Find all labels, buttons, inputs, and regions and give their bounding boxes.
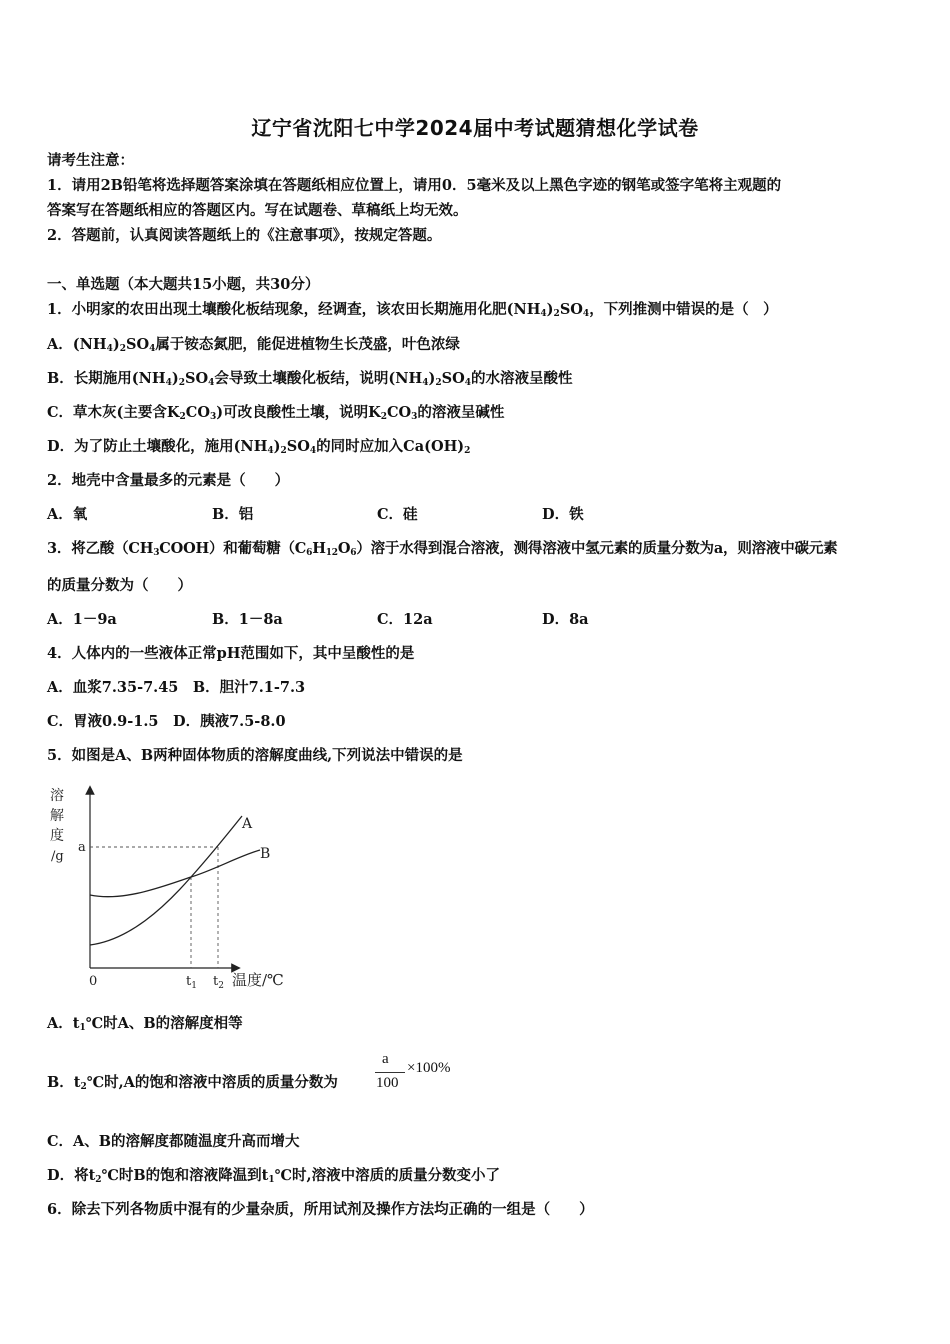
origin-label: 0 xyxy=(89,974,98,989)
solubility-curve-graph xyxy=(44,778,304,994)
notice-item-1-line-1: 1．请用2B铅笔将选择题答案涂填在答题纸相应位置上，请用0．5毫米及以上黑色字迹的钢笔或签字笔将主观题的 xyxy=(47,177,782,194)
x-axis-label: 温度/℃ xyxy=(232,971,284,989)
y-label-unit: /g xyxy=(51,849,64,864)
notice-item-2: 2．答题前，认真阅读答题纸上的《注意事项》，按规定答题。 xyxy=(47,227,442,244)
curve-b-label: B xyxy=(260,846,271,862)
y-label-char-3: 度 xyxy=(50,828,64,844)
q1-option-b: B．长期施用$(NH_4)_2SO_4$会导致土壤酸化板结，说明$(NH_4)_2SO_4$的水溶液呈酸性 xyxy=(47,370,573,388)
fraction-numerator: a xyxy=(382,1051,389,1067)
mass-fraction-formula xyxy=(372,1048,472,1096)
q6-stem: 6．除去下列各物质中混有的少量杂质，所用试剂及操作方法均正确的一组是（ ） xyxy=(47,1201,594,1218)
notice-heading: 请考生注意： xyxy=(47,152,134,169)
q2-stem: 2．地壳中含量最多的元素是（ ） xyxy=(47,472,290,489)
q3-option-d: D．8a xyxy=(542,611,589,628)
curve-a xyxy=(90,816,242,945)
q5-option-d: D．将$t_2℃$时B的饱和溶液降温到$t_1℃$时,溶液中溶质的质量分数变小了 xyxy=(47,1167,501,1185)
q1-stem: 1．小明家的农田出现土壤酸化板结现象，经调查，该农田长期施用化肥$(NH_4)_2SO_4$，下列推测中错误的是（ ） xyxy=(47,301,778,319)
page-title: 辽宁省沈阳七中学2024届中考试题猜想化学试卷 xyxy=(251,116,699,140)
fraction-multiplier: ×100% xyxy=(407,1060,451,1076)
q1-option-d: D．为了防止土壤酸化，施用$(NH_4)_2SO_4$的同时应加入$Ca(OH)_2$ xyxy=(47,438,471,456)
q4-options-row-1: A．血浆7.35-7.45 B．胆汁7.1-7.3 xyxy=(47,679,306,696)
q3-option-b: B．1－8a xyxy=(212,611,283,628)
q2-option-d: D．铁 xyxy=(542,506,584,523)
q2-option-a: A．氧 xyxy=(47,506,88,523)
y-label-char-1: 溶 xyxy=(50,788,64,804)
q3-option-c: C．12a xyxy=(377,611,433,628)
t1-tick-label: $t_1$ xyxy=(186,974,197,991)
q2-option-b: B．铝 xyxy=(212,506,254,523)
curve-b xyxy=(90,850,260,897)
section-heading: 一、单选题（本大题共15小题，共30分） xyxy=(47,276,320,293)
y-label-char-2: 解 xyxy=(50,808,64,824)
q3-stem-line-2: 的质量分数为（ ） xyxy=(47,577,192,594)
q5-option-a: A．$t_1℃$时A、B的溶解度相等 xyxy=(47,1015,243,1033)
q4-options-row-2: C．胃液0.9-1.5 D．胰液7.5-8.0 xyxy=(47,713,286,730)
q3-option-a: A．1－9a xyxy=(47,611,117,628)
notice-item-1-line-2: 答案写在答题纸相应的答题区内。写在试题卷、草稿纸上均无效。 xyxy=(47,202,468,219)
q5-stem: 5．如图是A、B两种固体物质的溶解度曲线,下列说法中错误的是 xyxy=(47,747,463,764)
t2-tick-label: $t_2$ xyxy=(213,974,224,991)
q5-option-b: B．$t_2℃$时,A的饱和溶液中溶质的质量分数为 xyxy=(47,1074,338,1092)
fraction-bar xyxy=(375,1072,405,1073)
q5-option-c: C．A、B的溶解度都随温度升高而增大 xyxy=(47,1133,300,1150)
fraction-denominator: 100 xyxy=(376,1075,399,1091)
q4-stem: 4．人体内的一些液体正常pH范围如下，其中呈酸性的是 xyxy=(47,645,415,662)
q2-option-c: C．硅 xyxy=(377,506,418,523)
a-tick-label: a xyxy=(78,840,86,855)
q3-stem: 3．将乙酸$(CH_3COOH)$和葡萄糖$(C_6H_{12}O_6)$溶于水得到混合溶液，测得溶液中氢元素的质量分数为a，则溶液中碳元素 xyxy=(47,540,838,558)
q1-option-a: A．$(NH_4)_2SO_4$属于铵态氮肥，能促进植物生长茂盛，叶色浓绿 xyxy=(47,336,460,354)
curve-a-label: A xyxy=(242,816,253,832)
q1-option-c: C．草木灰(主要含$K_2CO_3$)可改良酸性土壤，说明$K_2CO_3$的溶液呈碱性 xyxy=(47,404,505,422)
